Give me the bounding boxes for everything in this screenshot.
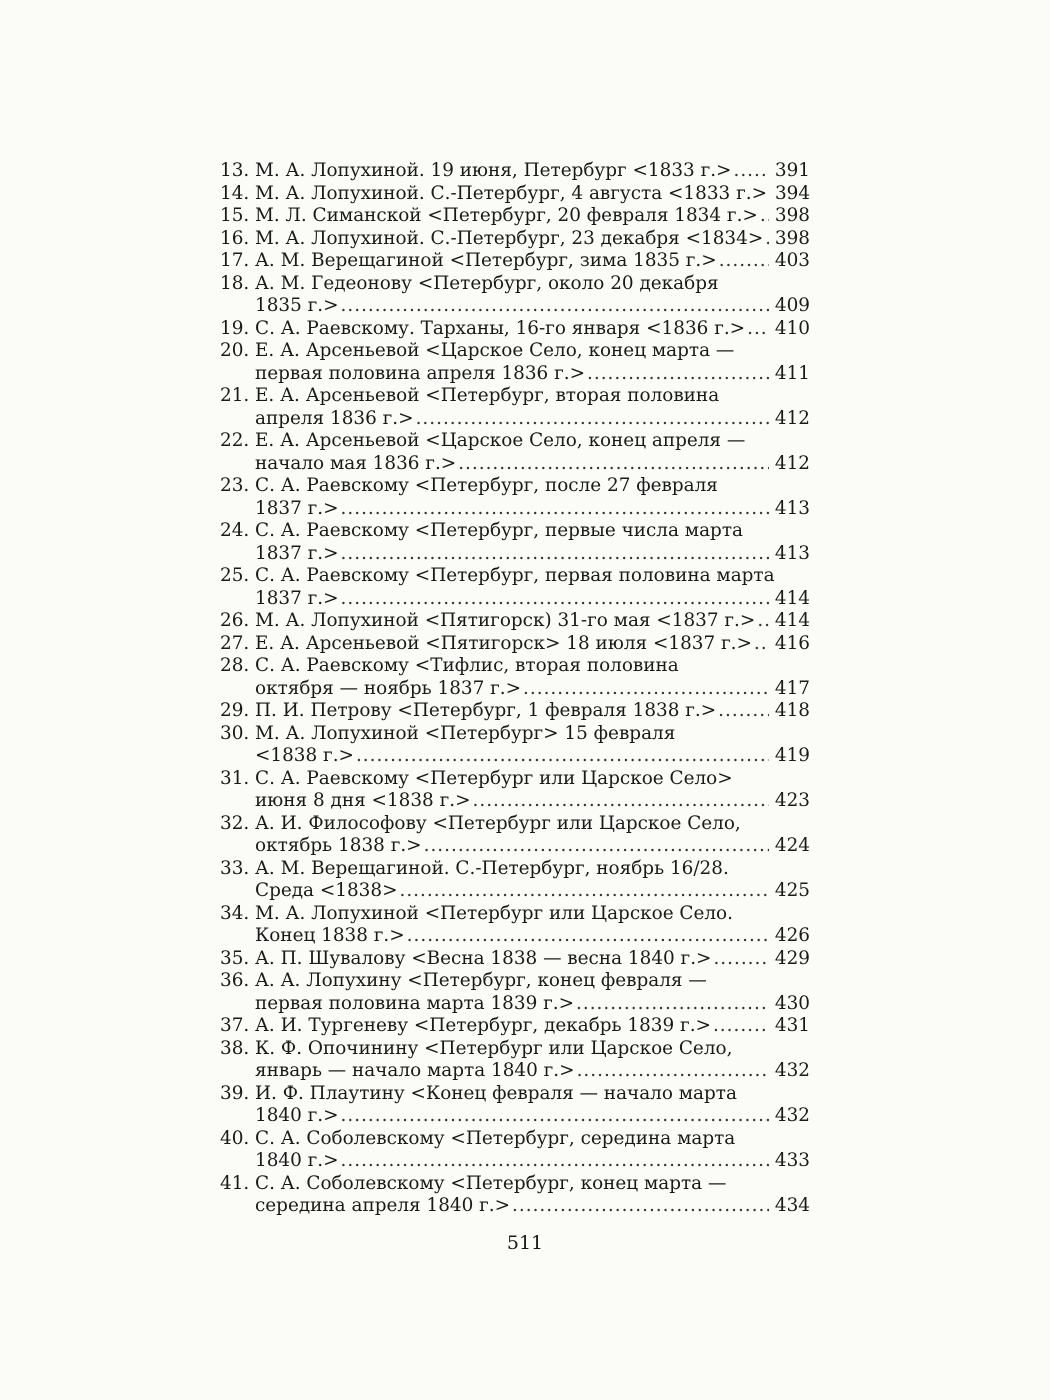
dot-leader	[341, 498, 769, 521]
dot-leader	[512, 1195, 769, 1218]
entry-page-number: 398	[774, 227, 810, 249]
toc-entry-line	[220, 1015, 810, 1038]
entry-number: 34.	[220, 902, 250, 924]
entry-title: С. А. Раевскому <Петербург или Царское Село>	[255, 767, 733, 789]
entry-title: первая половина апреля 1836 г.>	[255, 362, 585, 384]
entry-title: <1838 г.>	[255, 745, 354, 766]
dot-leader	[341, 1150, 769, 1173]
toc-entry-line	[220, 993, 810, 1016]
entry-title: 1840 г.>	[255, 1150, 339, 1171]
dot-leader	[473, 790, 769, 813]
dot-leader	[713, 1015, 769, 1038]
toc-entry	[220, 723, 810, 768]
entry-title: А. М. Верещагиной <Петербург, зима 1835 г.>	[255, 250, 717, 271]
toc-entry	[220, 655, 810, 700]
dot-leader	[747, 318, 769, 341]
toc-entry	[220, 1173, 810, 1218]
toc-entry-line	[220, 925, 810, 948]
entry-page-number: 433	[774, 1150, 810, 1171]
table-of-contents	[220, 160, 810, 1218]
toc-entry	[220, 205, 810, 228]
dot-leader	[719, 250, 769, 273]
toc-entry-line	[220, 1083, 810, 1106]
toc-entry-line	[220, 273, 810, 296]
entry-page-number: 417	[774, 677, 810, 699]
toc-entry	[220, 340, 810, 385]
toc-entry-line	[220, 160, 810, 183]
entry-title: середина апреля 1840 г.>	[255, 1195, 511, 1216]
entry-number: 20.	[220, 340, 250, 361]
dot-leader	[341, 588, 769, 611]
toc-entry-line	[220, 408, 810, 431]
toc-entry	[220, 1015, 810, 1038]
entry-number: 21.	[220, 385, 250, 406]
toc-entry	[220, 430, 810, 475]
entry-title: июня 8 дня <1838 г.>	[255, 790, 471, 811]
toc-entry	[220, 1128, 810, 1173]
toc-entry	[220, 903, 810, 948]
entry-page-number: 419	[774, 745, 810, 766]
dot-leader	[399, 880, 768, 903]
entry-page-number: 412	[774, 452, 810, 474]
toc-entry-line	[220, 318, 810, 341]
toc-entry	[220, 160, 810, 183]
entry-page-number: 425	[774, 880, 810, 901]
toc-entry-line	[220, 340, 810, 363]
page-number: 511	[506, 1232, 544, 1254]
toc-entry-line	[220, 813, 810, 836]
toc-entry-line	[220, 970, 810, 993]
entry-page-number: 432	[774, 1060, 810, 1081]
dot-leader	[341, 295, 769, 318]
toc-entry-line	[220, 498, 810, 521]
toc-entry	[220, 948, 810, 971]
entry-page-number: 426	[774, 925, 810, 946]
entry-title: А. П. Шувалову <Весна 1838 — весна 1840 г.>	[255, 947, 712, 969]
toc-entry-line	[220, 1060, 810, 1083]
toc-entry-line	[220, 633, 810, 656]
toc-entry	[220, 475, 810, 520]
toc-entry-line	[220, 610, 810, 633]
toc-entry-line	[220, 790, 810, 813]
entry-number: 31.	[220, 767, 250, 789]
toc-entry-line	[220, 543, 810, 566]
toc-entry	[220, 768, 810, 813]
entry-title: 1835 г.>	[255, 295, 339, 316]
toc-entry	[220, 565, 810, 610]
entry-title: Среда <1838>	[255, 880, 398, 901]
toc-entry-line	[220, 475, 810, 498]
toc-entry-line	[220, 520, 810, 543]
toc-entry-line	[220, 700, 810, 723]
entry-title: октябрь 1838 г.>	[255, 835, 422, 856]
dot-leader	[458, 453, 769, 476]
entry-title: Е. А. Арсеньевой <Пятигорск> 18 июля <1837 г.>	[255, 632, 752, 654]
entry-title: апреля 1836 г.>	[255, 407, 414, 429]
dot-leader	[754, 633, 769, 656]
toc-entry	[220, 858, 810, 903]
toc-entry-line	[220, 183, 810, 206]
entry-number: 35.	[220, 947, 250, 969]
toc-entry	[220, 633, 810, 656]
entry-title: М. А. Лопухиной. С.-Петербург, 23 декабря <1834>	[255, 227, 764, 249]
entry-number: 33.	[220, 857, 250, 879]
entry-page-number: 414	[774, 587, 810, 609]
toc-entry	[220, 813, 810, 858]
entry-page-number: 413	[774, 497, 810, 519]
toc-entry-line	[220, 835, 810, 858]
entry-title: А. И. Тургеневу <Петербург, декабрь 1839 г.>	[255, 1015, 711, 1036]
entry-number: 23.	[220, 475, 250, 496]
entry-title: 1837 г.>	[255, 542, 339, 564]
toc-entry-line	[220, 655, 810, 678]
toc-entry-line	[220, 1195, 810, 1218]
dot-leader	[760, 205, 769, 228]
toc-entry-line	[220, 745, 810, 768]
entry-title: М. Л. Симанской <Петербург, 20 февраля 1834 г.>	[255, 205, 758, 226]
entry-title: С. А. Раевскому <Петербург, первая половина марта	[255, 565, 775, 586]
entry-title: П. И. Петрову <Петербург, 1 февраля 1838 г.>	[255, 700, 717, 721]
entry-title: А. А. Лопухину <Петербург, конец февраля —	[255, 970, 707, 991]
entry-number: 30.	[220, 722, 250, 744]
entry-title: К. Ф. Опочинину <Петербург или Царское Село,	[255, 1037, 733, 1059]
dot-leader	[341, 1105, 769, 1128]
entry-page-number: 431	[774, 1015, 810, 1036]
toc-entry	[220, 183, 810, 206]
entry-number: 19.	[220, 317, 250, 339]
entry-title: С. А. Соболевскому <Петербург, середина марта	[255, 1127, 736, 1149]
entry-number: 36.	[220, 970, 250, 991]
toc-entry	[220, 700, 810, 723]
entry-title: С. А. Соболевскому <Петербург, конец марта —	[255, 1172, 727, 1194]
entry-title: Е. А. Арсеньевой <Царское Село, конец марта —	[255, 340, 735, 361]
dot-leader	[757, 610, 769, 633]
entry-page-number: 418	[774, 700, 810, 721]
toc-entry-line	[220, 430, 810, 453]
entry-title: М. А. Лопухиной. 19 июня, Петербург <1833 г.>	[255, 160, 732, 181]
entry-number: 22.	[220, 430, 250, 451]
entry-title: начало мая 1836 г.>	[255, 452, 457, 474]
entry-title: А. И. Философову <Петербург или Царское Село,	[255, 812, 741, 834]
entry-title: первая половина марта 1839 г.>	[255, 992, 575, 1014]
entry-number: 13.	[220, 160, 250, 181]
entry-title: М. А. Лопухиной <Петербург или Царское Село.	[255, 902, 733, 924]
entry-number: 41.	[220, 1172, 250, 1194]
dot-leader	[407, 925, 769, 948]
entry-title: М. А. Лопухиной. С.-Петербург, 4 августа <1833 г.>	[255, 182, 767, 204]
entry-page-number: 391	[774, 160, 810, 181]
toc-entry-line	[220, 1173, 810, 1196]
toc-entry	[220, 1038, 810, 1083]
toc-entry-line	[220, 1150, 810, 1173]
entry-number: 18.	[220, 272, 250, 294]
toc-entry-line	[220, 250, 810, 273]
entry-number: 24.	[220, 520, 250, 541]
toc-entry-line	[220, 948, 810, 971]
entry-page-number: 424	[774, 835, 810, 856]
toc-entry-line	[220, 588, 810, 611]
entry-page-number: 398	[774, 205, 810, 226]
toc-entry-line	[220, 205, 810, 228]
entry-title: Е. А. Арсеньевой <Петербург, вторая половина	[255, 385, 720, 406]
toc-entry-line	[220, 858, 810, 881]
entry-number: 28.	[220, 655, 250, 676]
dot-leader	[718, 700, 769, 723]
entry-page-number: 429	[774, 947, 810, 969]
toc-entry-line	[220, 228, 810, 251]
toc-entry-line	[220, 453, 810, 476]
entry-title: М. А. Лопухиной <Пятигорск) 31-го мая <1837 г.>	[255, 610, 756, 631]
dot-leader	[587, 363, 769, 386]
entry-page-number: 434	[774, 1195, 810, 1216]
toc-entry-line	[220, 1105, 810, 1128]
toc-entry	[220, 385, 810, 430]
dot-leader	[523, 678, 769, 701]
toc-entry	[220, 228, 810, 251]
entry-page-number: 416	[774, 632, 810, 654]
entry-title: А. М. Верещагиной. С.-Петербург, ноябрь 16/28.	[255, 857, 729, 879]
entry-page-number: 413	[774, 542, 810, 564]
entry-page-number: 432	[774, 1105, 810, 1126]
dot-leader	[356, 745, 769, 768]
entry-number: 14.	[220, 182, 250, 204]
entry-number: 27.	[220, 632, 250, 654]
dot-leader	[416, 408, 769, 431]
dot-leader	[765, 228, 769, 251]
dot-leader	[713, 948, 768, 971]
dot-leader	[733, 160, 768, 183]
toc-entry	[220, 318, 810, 341]
dot-leader	[424, 835, 769, 858]
entry-title: И. Ф. Плаутину <Конец февраля — начало марта	[255, 1082, 737, 1104]
entry-number: 26.	[220, 610, 250, 631]
toc-entry	[220, 970, 810, 1015]
entry-title: 1837 г.>	[255, 587, 339, 609]
entry-number: 40.	[220, 1127, 250, 1149]
entry-title: С. А. Раевскому <Петербург, после 27 февраля	[255, 475, 718, 496]
entry-number: 37.	[220, 1015, 250, 1036]
toc-entry-line	[220, 1128, 810, 1151]
toc-entry	[220, 610, 810, 633]
dot-leader	[577, 1060, 769, 1083]
toc-entry-line	[220, 678, 810, 701]
toc-entry-line	[220, 385, 810, 408]
entry-title: октября — ноябрь 1837 г.>	[255, 677, 522, 699]
toc-entry	[220, 520, 810, 565]
toc-entry	[220, 250, 810, 273]
entry-title: Конец 1838 г.>	[255, 925, 405, 946]
entry-page-number: 430	[774, 992, 810, 1014]
entry-page-number: 410	[774, 317, 810, 339]
dot-leader	[576, 993, 769, 1016]
toc-entry-line	[220, 723, 810, 746]
toc-entry	[220, 1083, 810, 1128]
entry-title: январь — начало марта 1840 г.>	[255, 1060, 575, 1081]
entry-number: 29.	[220, 700, 250, 721]
entry-number: 15.	[220, 205, 250, 226]
toc-entry-line	[220, 903, 810, 926]
entry-number: 17.	[220, 250, 250, 271]
toc-entry-line	[220, 565, 810, 588]
entry-title: М. А. Лопухиной <Петербург> 15 февраля	[255, 722, 676, 744]
toc-entry-line	[220, 1038, 810, 1061]
entry-title: 1840 г.>	[255, 1105, 339, 1126]
entry-page-number: 409	[774, 295, 810, 316]
entry-title: 1837 г.>	[255, 497, 339, 519]
toc-entry-line	[220, 768, 810, 791]
toc-entry-line	[220, 363, 810, 386]
entry-title: С. А. Раевскому. Тарханы, 16-го января <1836 г.>	[255, 317, 746, 339]
entry-title: А. М. Гедеонову <Петербург, около 20 декабря	[255, 272, 719, 294]
toc-entry-line	[220, 295, 810, 318]
entry-number: 38.	[220, 1037, 250, 1059]
entry-number: 25.	[220, 565, 250, 586]
entry-page-number: 403	[774, 250, 810, 271]
entry-number: 16.	[220, 227, 250, 249]
entry-number: 39.	[220, 1082, 250, 1104]
dot-leader	[341, 543, 769, 566]
toc-entry-line	[220, 880, 810, 903]
entry-title: Е. А. Арсеньевой <Царское Село, конец апреля —	[255, 430, 746, 451]
entry-number: 32.	[220, 812, 250, 834]
entry-page-number: 411	[774, 362, 810, 384]
entry-title: С. А. Раевскому <Петербург, первые числа марта	[255, 520, 743, 541]
entry-title: С. А. Раевскому <Тифлис, вторая половина	[255, 655, 679, 676]
entry-page-number: 394	[774, 182, 811, 204]
entry-page-number: 423	[774, 790, 810, 811]
entry-page-number: 412	[774, 407, 810, 429]
entry-page-number: 414	[774, 610, 810, 631]
toc-entry	[220, 273, 810, 318]
